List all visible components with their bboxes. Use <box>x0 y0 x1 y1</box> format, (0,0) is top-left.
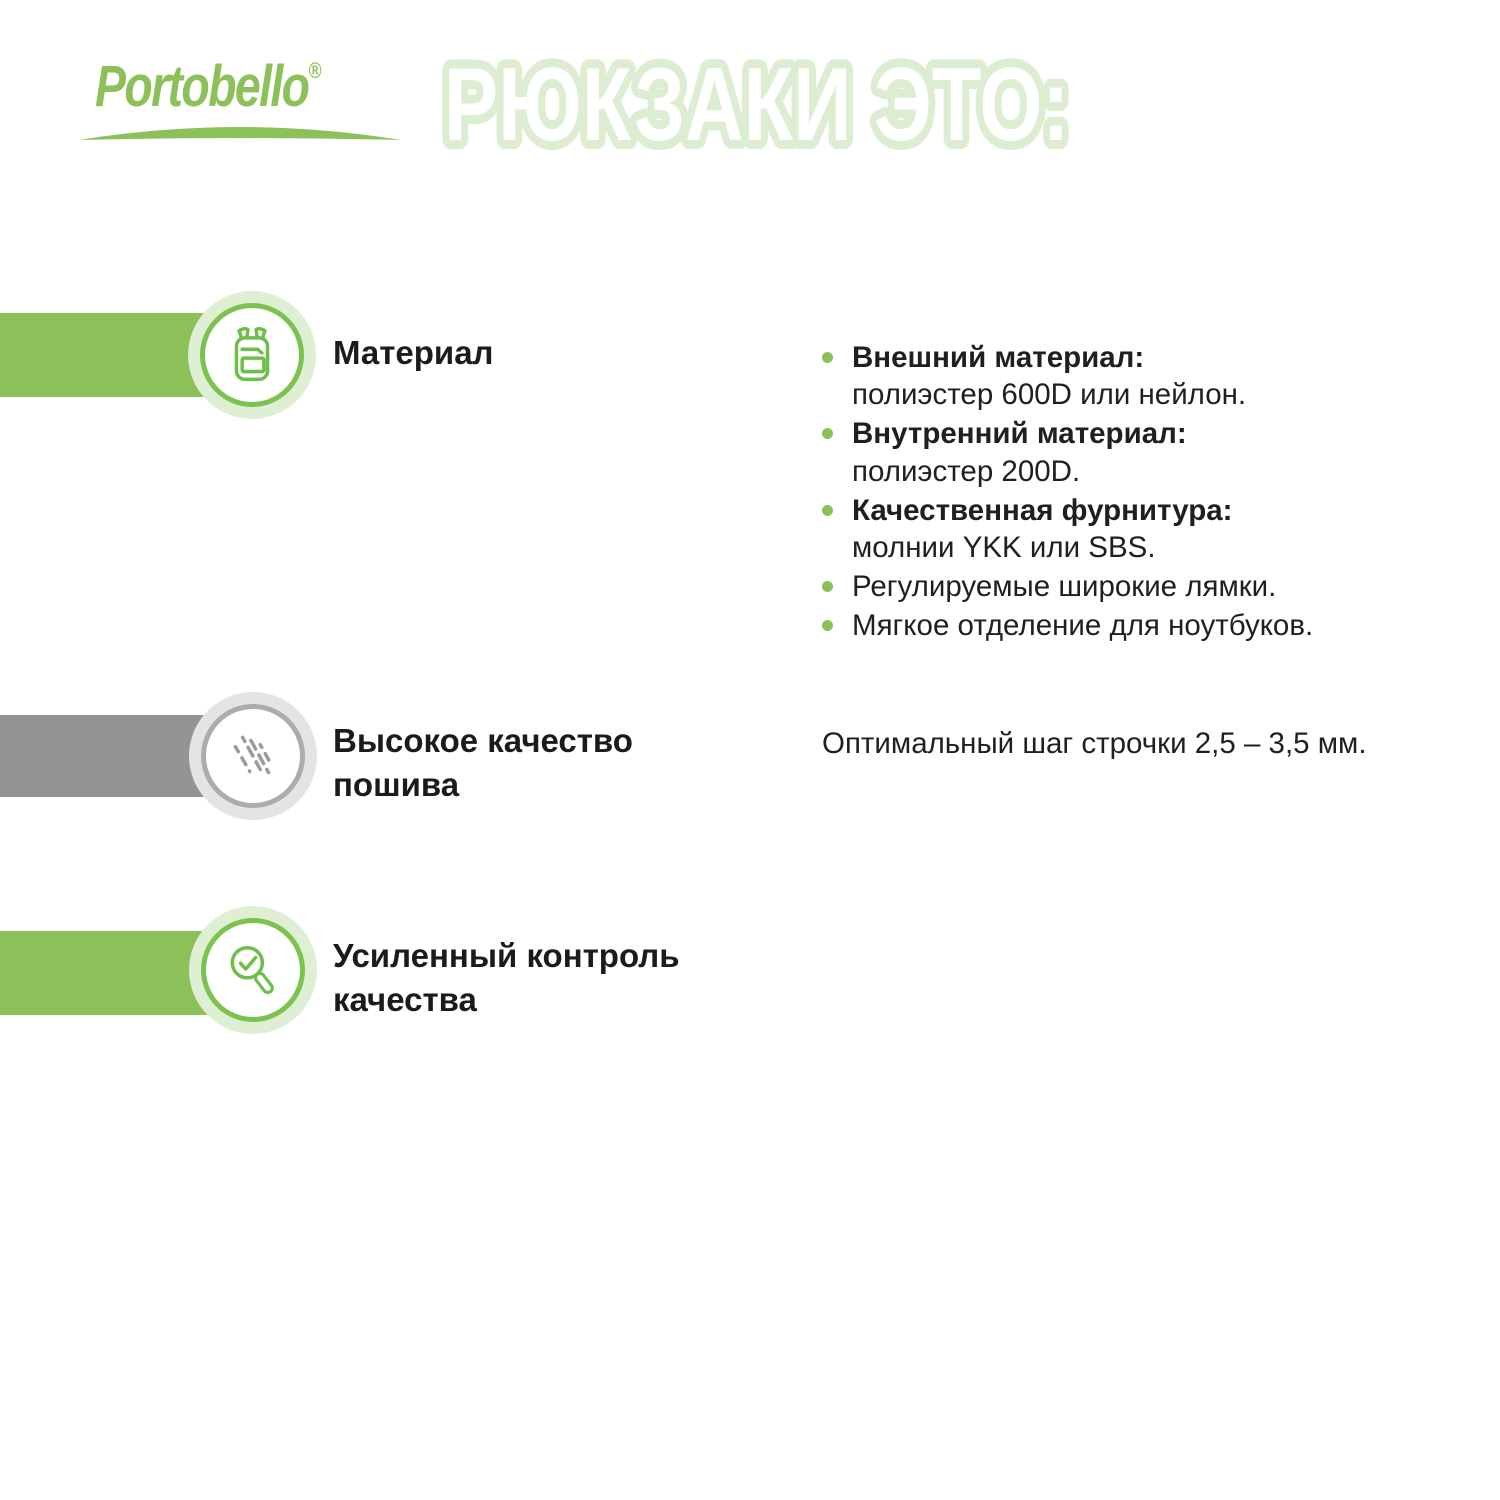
magnifier-check-icon <box>224 941 282 999</box>
bullet-label: Качественная фурнитура: <box>852 493 1233 527</box>
bullet-dot <box>822 352 833 363</box>
sewing-note-text: Оптимальный шаг строчки 2,5 – 3,5 мм. <box>822 727 1367 760</box>
material-bullet-list <box>820 339 1420 647</box>
feature-heading-material: Материал <box>333 334 494 371</box>
bullet-dot <box>822 428 833 439</box>
bullet-label: Внутренний материал: <box>852 417 1187 451</box>
feature-heading-sewing: Высокое качество пошива <box>333 722 633 803</box>
feature-heading-quality: Усиленный контроль качества <box>333 937 680 1018</box>
bullet-item <box>820 492 1420 566</box>
bullet-text: полиэстер 200D. <box>852 454 1081 488</box>
stitching-icon <box>224 727 282 785</box>
feature-badge-material <box>200 303 304 407</box>
page-title: РЮКЗАКИ ЭТО: <box>444 47 1070 163</box>
backpack-icon <box>223 326 281 384</box>
brand-name <box>95 54 322 119</box>
bullet-label: Внешний материал: <box>852 341 1145 374</box>
bullet-dot <box>822 620 833 631</box>
brand-name-text: Portobello <box>95 54 309 119</box>
bullet-text: Мягкое отделение для ноутбуков. <box>852 609 1314 643</box>
bullet-item <box>820 415 1420 489</box>
logo-swoosh-icon <box>75 122 405 146</box>
bullet-item <box>820 339 1420 413</box>
bullet-text: Регулируемые широкие лямки. <box>852 570 1277 604</box>
bullet-item <box>820 607 1420 644</box>
bullet-item <box>820 568 1420 605</box>
feature-badge-sewing <box>201 704 305 808</box>
feature-badge-quality <box>201 918 305 1022</box>
portobello-logo <box>95 54 435 146</box>
bullet-text: полиэстер 600D или нейлон. <box>852 378 1247 412</box>
registered-mark: ® <box>308 58 322 83</box>
bullet-dot <box>822 505 833 516</box>
bullet-text: молнии YKK или SBS. <box>852 531 1156 565</box>
bullet-dot <box>822 581 833 592</box>
